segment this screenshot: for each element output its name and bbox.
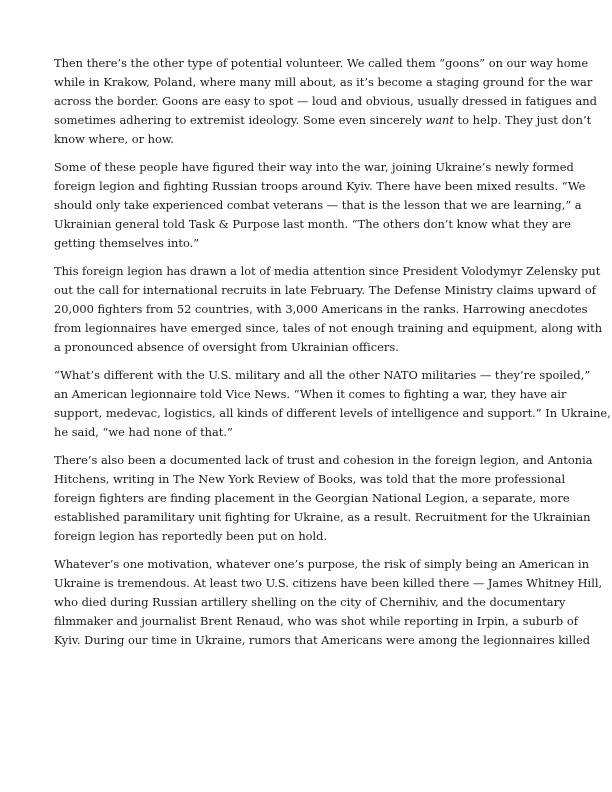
text-line: getting themselves into.” <box>54 236 200 250</box>
text-line: Ukraine is tremendous. At least two U.S. citizens have been killed there — James Whitney Hill, <box>54 576 603 590</box>
text-line: established paramilitary unit fighting for Ukraine, as a result. Recruitment for the Ukrainian <box>54 510 591 524</box>
text-line: Whatever’s one motivation, whatever one’s purpose, the risk of simply being an American in <box>54 557 590 571</box>
text-line: he said, “we had none of that.” <box>54 425 233 439</box>
text-line: 20,000 fighters from 52 countries, with 3,000 Americans in the ranks. Harrowing anecdotes <box>54 302 588 316</box>
article-body <box>54 54 611 659</box>
text-line: There’s also been a documented lack of trust and cohesion in the foreign legion, and Antonia <box>54 453 593 467</box>
emphasis-text: want <box>425 113 454 127</box>
text-line: Then there’s the other type of potential volunteer. We called them “goons” on our way home <box>54 56 589 70</box>
text-line: should only take experienced combat veterans — that is the lesson that we are learning,” a <box>54 198 582 212</box>
text-line: support, medevac, logistics, all kinds of different levels of intelligence and support.” In Ukraine, <box>54 406 611 420</box>
text-line: an American legionnaire told Vice News. “When it comes to fighting a war, they have air <box>54 387 567 401</box>
text-line: Hitchens, writing in The New York Review of Books, was told that the more professional <box>54 472 566 486</box>
text-line: who died during Russian artillery shelling on the city of Chernihiv, and the documentary <box>54 595 566 609</box>
text-line: This foreign legion has drawn a lot of media attention since President Volodymyr Zelensky put <box>54 264 601 278</box>
text-line: foreign legion has reportedly been put on hold. <box>54 529 328 543</box>
text-segment: to help. They just don’t <box>453 113 592 127</box>
text-line: a pronounced absence of oversight from Ukrainian officers. <box>54 340 399 354</box>
text-line: know where, or how. <box>54 132 174 146</box>
text-line: Some of these people have figured their way into the war, joining Ukraine’s newly formed <box>54 160 574 174</box>
text-line: filmmaker and journalist Brent Renaud, who was shot while reporting in Irpin, a suburb of <box>54 614 578 628</box>
text-line: Kyiv. During our time in Ukraine, rumors that Americans were among the legionnaires killed <box>54 633 591 647</box>
text-line: “What’s different with the U.S. military and all the other NATO militaries — they’re spoiled,” <box>54 368 591 382</box>
text-line <box>54 111 592 130</box>
paragraph-nato-quote <box>54 366 611 442</box>
text-line: while in Krakow, Poland, where many mill about, as it’s become a staging ground for the war <box>54 75 593 89</box>
text-line: foreign legion and fighting Russian troops around Kyiv. There have been mixed results. “We <box>54 179 586 193</box>
paragraph-trust-cohesion <box>54 451 593 546</box>
text-line: foreign fighters are finding placement in the Georgian National Legion, a separate, more <box>54 491 570 505</box>
text-line: across the border. Goons are easy to spot — loud and obvious, usually dressed in fatigues and <box>54 94 597 108</box>
paragraph-foreign-legion <box>54 158 586 253</box>
text-segment: sometimes adhering to extremist ideology. Some even sincerely <box>54 113 426 127</box>
paragraph-risk <box>54 555 603 650</box>
paragraph-goons <box>54 54 597 149</box>
text-line: Ukrainian general told Task & Purpose last month. “The others don’t know what they are <box>54 217 571 231</box>
text-line: from legionnaires have emerged since, tales of not enough training and equipment, along with <box>54 321 603 335</box>
paragraph-media-attention <box>54 262 603 357</box>
text-line: out the call for international recruits in late February. The Defense Ministry claims upward of <box>54 283 596 297</box>
